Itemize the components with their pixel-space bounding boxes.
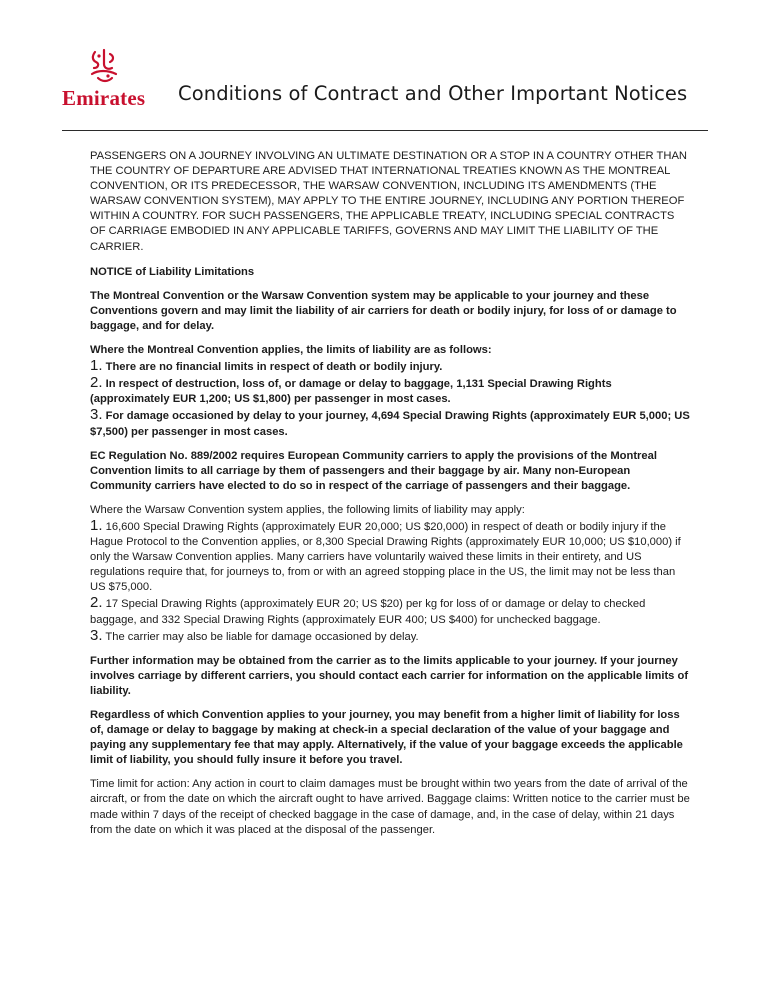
- time-limit-paragraph: Time limit for action: Any action in court to claim damages must be brought within two years from the date of arrival of the aircraft, or from the date on which the aircraft ought to have arrived. Baggage claims: Written notice to the carrier must be made within 7 days of the receipt of checked baggage in the case of damage, and, in the case of delay, within 21 days from the date on which it was placed at the disposal of the passenger.: [90, 778, 690, 836]
- header-divider: [62, 130, 708, 131]
- montreal-item: [90, 358, 690, 375]
- page-header: [62, 40, 708, 132]
- conventions-paragraph: The Montreal Convention or the Warsaw Convention system may be applicable to your journey and these Conventions govern and may limit the liability of air carriers for death or bodily injury, for loss of or damage to baggage, and for delay.: [90, 289, 677, 332]
- montreal-item: [90, 375, 690, 407]
- item-text: The carrier may also be liable for damage occasioned by delay.: [102, 630, 419, 643]
- item-number: 1.: [90, 516, 103, 534]
- warsaw-item: [90, 628, 690, 645]
- further-info-paragraph: Further information may be obtained from the carrier as to the limits applicable to your journey. If your journey involves carriage by different carriers, you should contact each carrier for information on the applicable limits of liability.: [90, 654, 689, 697]
- item-number: 2.: [90, 374, 103, 392]
- item-number: 2.: [90, 594, 103, 612]
- item-text: There are no financial limits in respect of death or bodily injury.: [102, 361, 443, 374]
- warsaw-intro: Where the Warsaw Convention system applies, the following limits of liability may apply:: [90, 503, 525, 516]
- warsaw-item: [90, 595, 690, 627]
- montreal-intro: Where the Montreal Convention applies, the limits of liability are as follows:: [90, 344, 492, 357]
- montreal-item: [90, 407, 690, 439]
- ec-regulation-paragraph: EC Regulation No. 889/2002 requires European Community carriers to apply the provisions of the Montreal Convention limits to all carriage by them of passengers and their baggage by air. Many non-European Community carriers have elected to do so in respect of the carriage of passengers and their baggage.: [90, 449, 657, 492]
- logo-wordmark: Emirates: [62, 86, 146, 110]
- document-body: [90, 149, 690, 838]
- item-number: 1.: [90, 357, 103, 375]
- emirates-logo: [62, 48, 148, 108]
- intro-paragraph: PASSENGERS ON A JOURNEY INVOLVING AN ULTIMATE DESTINATION OR A STOP IN A COUNTRY OTHER THAN THE COUNTRY OF DEPARTURE ARE ADVISED THAT INTERNATIONAL TREATIES KNOWN AS THE MONTREAL CONVENTION, OR ITS PREDECESSOR, THE WARSAW CONVENTION, INCLUDING ITS AMENDMENTS (THE WARSAW CONVENTION SYSTEM), MAY APPLY TO THE ENTIRE JOURNEY, INCLUDING ANY PORTION THEREOF WITHIN A COUNTRY. FOR SUCH PASSENGERS, THE APPLICABLE TREATY, INCLUDING SPECIAL CONTRACTS OF CARRIAGE EMBODIED IN ANY APPLICABLE TARIFFS, GOVERNS AND MAY LIMIT THE LIABILITY OF THE CARRIER.: [90, 150, 687, 253]
- higher-limit-paragraph: Regardless of which Convention applies to your journey, you may benefit from a higher limit of liability for loss of, damage or delay to baggage by making at check-in a special declaration of the value of your baggage and paying any supplementary fee that may apply. Alternatively, if the value of your baggage exceeds the applicable limit of liability, you should fully insure it before you travel.: [90, 709, 683, 767]
- notice-heading-word: NOTICE: [90, 265, 133, 278]
- item-number: 3.: [90, 626, 103, 644]
- item-text: 17 Special Drawing Rights (approximately EUR 20; US $20) per kg for loss of or damage or delay to checked baggage, and 332 Special Drawing Rights (approximately EUR 400; US $400) for unchecked baggage.: [90, 598, 646, 626]
- item-number: 3.: [90, 406, 103, 424]
- item-text: For damage occasioned by delay to your journey, 4,694 Special Drawing Rights (approximately EUR 5,000; US $7,500) per passenger in most cases.: [90, 410, 690, 438]
- arabic-calligraphy-logo-icon: [86, 48, 120, 84]
- notice-heading-rest: of Liability Limitations: [132, 265, 255, 278]
- notice-heading: [90, 265, 690, 280]
- warsaw-item: [90, 518, 690, 595]
- item-text: In respect of destruction, loss of, or damage or delay to baggage, 1,131 Special Drawing Rights (approximately EUR 1,200; US $1,800) per passenger in most cases.: [90, 378, 612, 406]
- page-title: Conditions of Contract and Other Important Notices: [178, 82, 688, 105]
- item-text: 16,600 Special Drawing Rights (approximately EUR 20,000; US $20,000) in respect of death or bodily injury if the Hague Protocol to the Convention applies, or 8,300 Special Drawing Rights (approximately EUR 10,000; US $10,000) if only the Warsaw Convention applies. Many carriers have voluntarily waived these limits in their entirety, and US regulations require that, for journeys to, from or with an agreed stopping place in the US, the limit may not be less than US $75,000.: [90, 520, 681, 594]
